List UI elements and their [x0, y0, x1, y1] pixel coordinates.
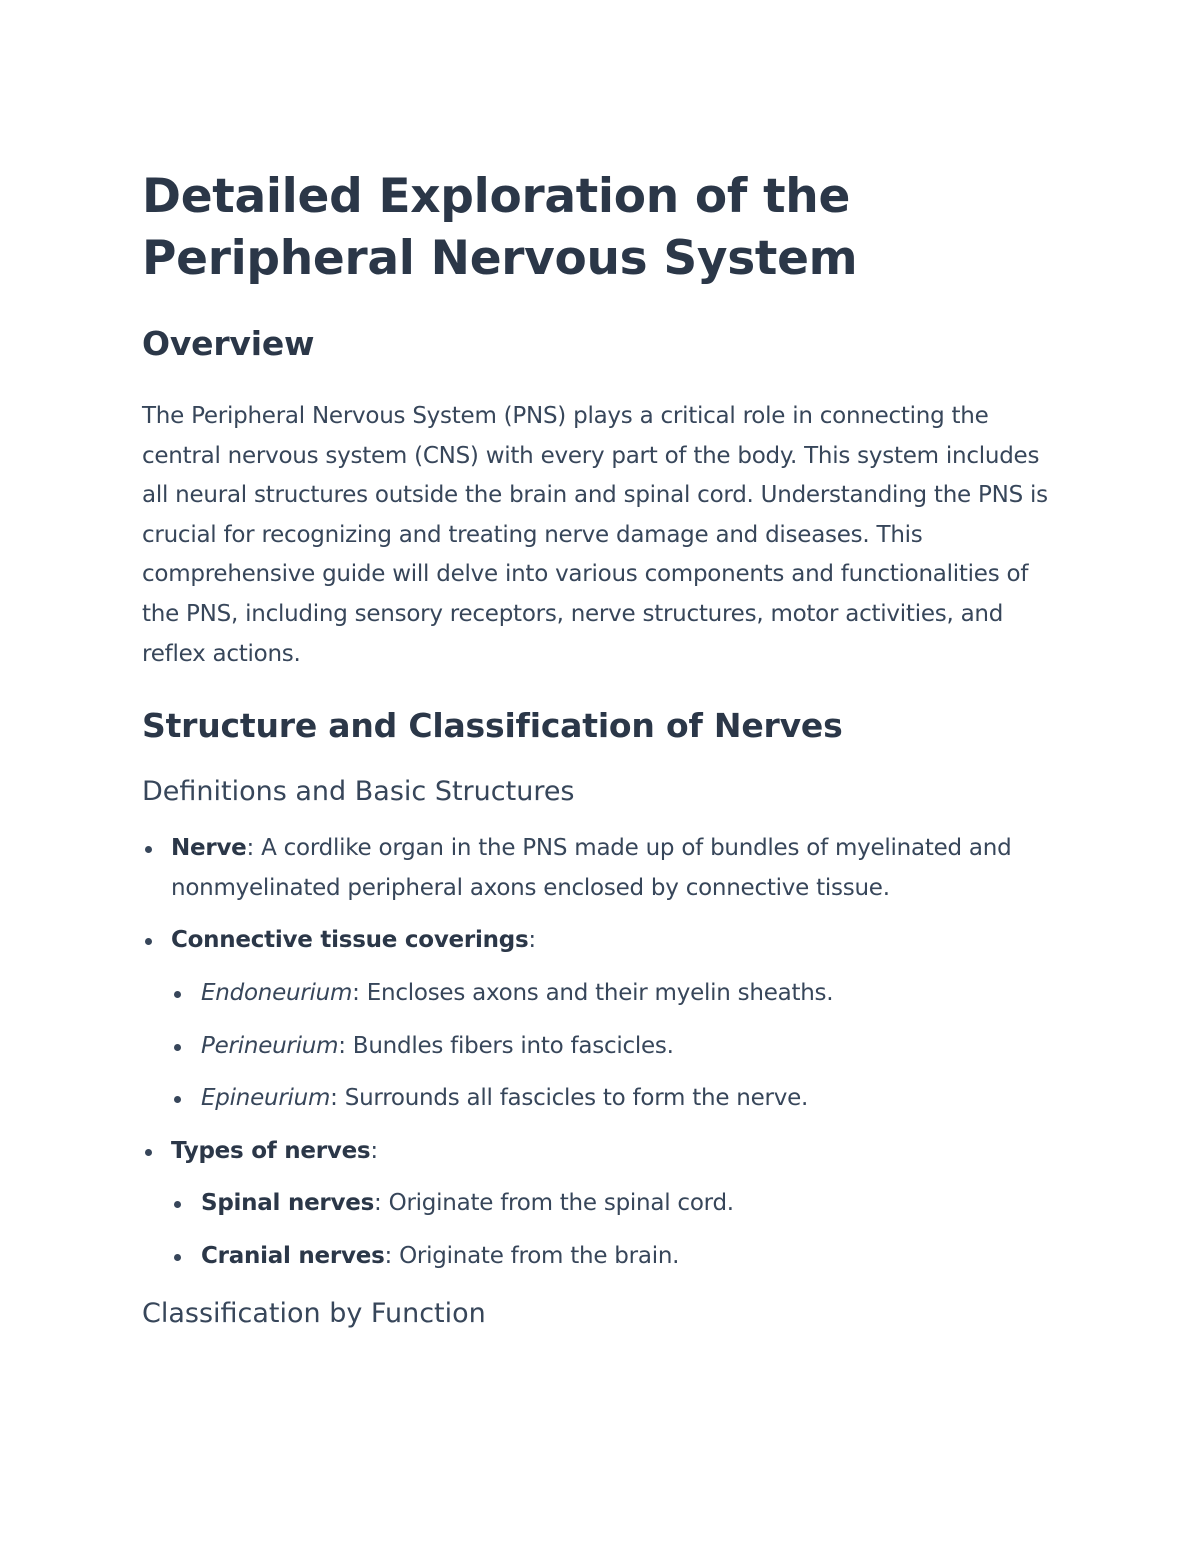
list-item-nerve: [142, 829, 1072, 908]
term-perineurium: Perineurium: [201, 1032, 339, 1059]
types-list: [171, 1184, 1072, 1276]
term-endoneurium: Endoneurium: [201, 979, 353, 1006]
page-title: Detailed Exploration of the Peripheral Nervous System: [142, 169, 858, 286]
list-item-cranial-nerves: [171, 1237, 1072, 1277]
types-colon: :: [370, 1137, 378, 1164]
function-heading: Classification by Function: [142, 1297, 486, 1329]
spinal-nerves-definition: : Originate from the spinal cord.: [374, 1190, 734, 1217]
term-types: Types of nerves: [171, 1137, 371, 1164]
term-cranial-nerves: Cranial nerves: [201, 1242, 385, 1269]
perineurium-definition: : Bundles fibers into fascicles.: [338, 1032, 674, 1059]
coverings-colon: :: [528, 927, 536, 954]
definitions-heading: Definitions and Basic Structures: [142, 776, 575, 808]
structure-heading: Structure and Classification of Nerves: [142, 706, 843, 746]
cranial-nerves-definition: : Originate from the brain.: [384, 1242, 680, 1269]
list-item-endoneurium: [171, 974, 1072, 1014]
document-page: [142, 166, 1072, 1331]
list-item-coverings: [142, 921, 1072, 1118]
term-spinal-nerves: Spinal nerves: [201, 1190, 375, 1217]
definitions-list: [142, 829, 1072, 1276]
term-epineurium: Epineurium: [201, 1085, 331, 1112]
term-coverings: Connective tissue coverings: [171, 927, 529, 954]
nerve-definition: : A cordlike organ in the PNS made up of bundles of myelinated and nonmyelinated peripheral axons enclosed by connective tissue.: [171, 835, 1012, 901]
epineurium-definition: : Surrounds all fascicles to form the nerve.: [330, 1085, 809, 1112]
coverings-list: [171, 974, 1072, 1119]
list-item-types: [142, 1132, 1072, 1277]
list-item-epineurium: [171, 1079, 1072, 1119]
endoneurium-definition: : Encloses axons and their myelin sheaths.: [352, 979, 834, 1006]
list-item-spinal-nerves: [171, 1184, 1072, 1224]
overview-paragraph: The Peripheral Nervous System (PNS) plays a critical role in connecting the central nervous system (CNS) with every part of the body. This system includes all neural structures outside the brain and spinal cord. Understanding the PNS is crucial for recognizing and treating nerve damage and diseases. This comprehensive guide will delve into various components and functionalities of the PNS, including sensory receptors, nerve structures, motor activities, and reflex actions.: [142, 403, 1048, 667]
list-item-perineurium: [171, 1027, 1072, 1067]
term-nerve: Nerve: [171, 835, 247, 862]
overview-heading: Overview: [142, 324, 315, 363]
